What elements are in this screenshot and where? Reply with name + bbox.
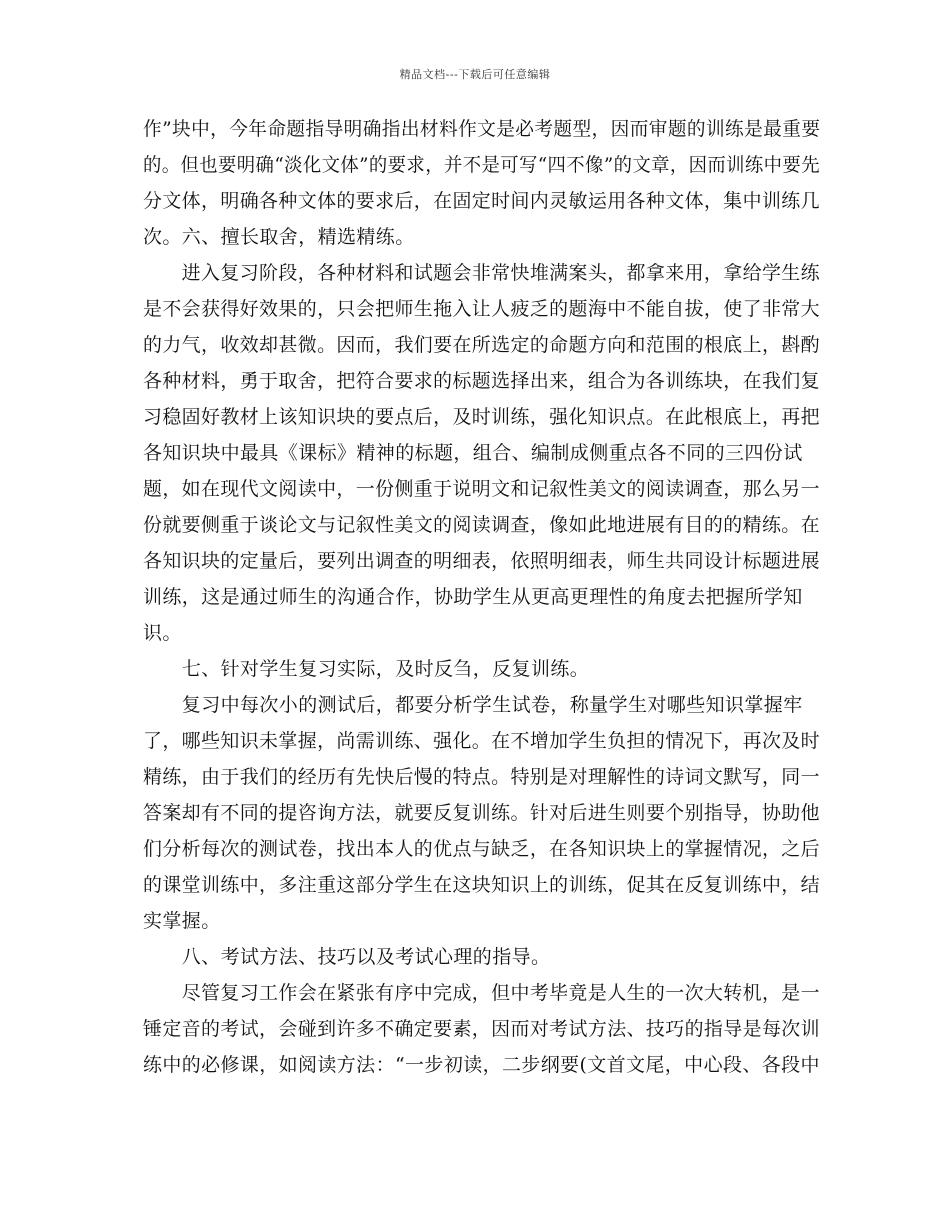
text-line: 作”块中，今年命题指导明确指出材料作文是必考题型，因而审题的训练是最重要 — [143, 118, 821, 140]
text-line: 们分析每次的测试卷，找出本人的优点与缺乏，在各知识块上的掌握情况，之后 — [143, 838, 820, 860]
text-line: 识。 — [143, 622, 182, 644]
text-line: 复习中每次小的测试后，都要分析学生试卷，称量学生对哪些知识掌握牢 — [143, 694, 803, 716]
text-line: 七、针对学生复习实际，及时反刍，反复训练。 — [143, 658, 590, 680]
text-line: 各知识块的定量后，要列出调查的明细表，依照明细表，师生共同设计标题进展 — [143, 550, 820, 572]
text-line: 分文体，明确各种文体的要求后，在固定时间内灵敏运用各种文体，集中训练几 — [143, 190, 820, 212]
text-line: 是不会获得好效果的，只会把师生拖入让人疲乏的题海中不能自拔，使了非常大 — [143, 298, 820, 320]
text-line: 份就要侧重于谈论文与记叙性美文的阅读调查，像如此地进展有目的的精练。在 — [143, 514, 820, 536]
text-line: 的力气，收效却甚微。因而，我们要在所选定的命题方向和范围的根底上，斟酌 — [143, 334, 820, 356]
text-line: 训练，这是通过师生的沟通合作，协助学生从更高更理性的角度去把握所学知 — [143, 586, 803, 608]
text-line: 习稳固好教材上该知识块的要点后，及时训练，强化知识点。在此根底上，再把 — [143, 406, 820, 428]
text-line: 的。但也要明确“淡化文体”的要求，并不是可写“四不像”的文章，因而训练中要先 — [143, 154, 820, 176]
text-line: 的课堂训练中，多注重这部分学生在这块知识上的训练，促其在反复训练中，结 — [143, 874, 820, 896]
text-line: 八、考试方法、技巧以及考试心理的指导。 — [143, 946, 551, 968]
text-line: 次。六、擅长取舍，精选精练。 — [143, 226, 415, 248]
text-line: 进入复习阶段，各种材料和试题会非常快堆满案头，都拿来用，拿给学生练 — [143, 262, 820, 284]
text-line: 尽管复习工作会在紧张有序中完成，但中考毕竟是人生的一次大转机，是一 — [143, 982, 820, 1004]
text-line: 练中的必修课，如阅读方法：“一步初读，二步纲要(文首文尾，中心段、各段中 — [143, 1054, 820, 1076]
text-line: 题，如在现代文阅读中，一份侧重于说明文和记叙性美文的阅读调查，那么另一 — [143, 478, 820, 500]
page-header: 精品文档---下载后可任意编辑 — [399, 68, 551, 81]
text-line: 了，哪些知识未掌握，尚需训练、强化。在不增加学生负担的情况下，再次及时 — [143, 730, 820, 752]
text-line: 答案却有不同的提咨询方法，就要反复训练。针对后进生则要个别指导，协助他 — [143, 802, 820, 824]
text-line: 实掌握。 — [143, 910, 221, 932]
text-line: 各种材料，勇于取舍，把符合要求的标题选择出来，组合为各训练块，在我们复 — [143, 370, 820, 392]
text-line: 锤定音的考试，会碰到许多不确定要素，因而对考试方法、技巧的指导是每次训 — [143, 1018, 820, 1040]
text-line: 各知识块中最具《课标》精神的标题，组合、编制成侧重点各不同的三四份试 — [143, 442, 803, 464]
text-line: 精练，由于我们的经历有先快后慢的特点。特别是对理解性的诗词文默写，同一 — [143, 766, 820, 788]
